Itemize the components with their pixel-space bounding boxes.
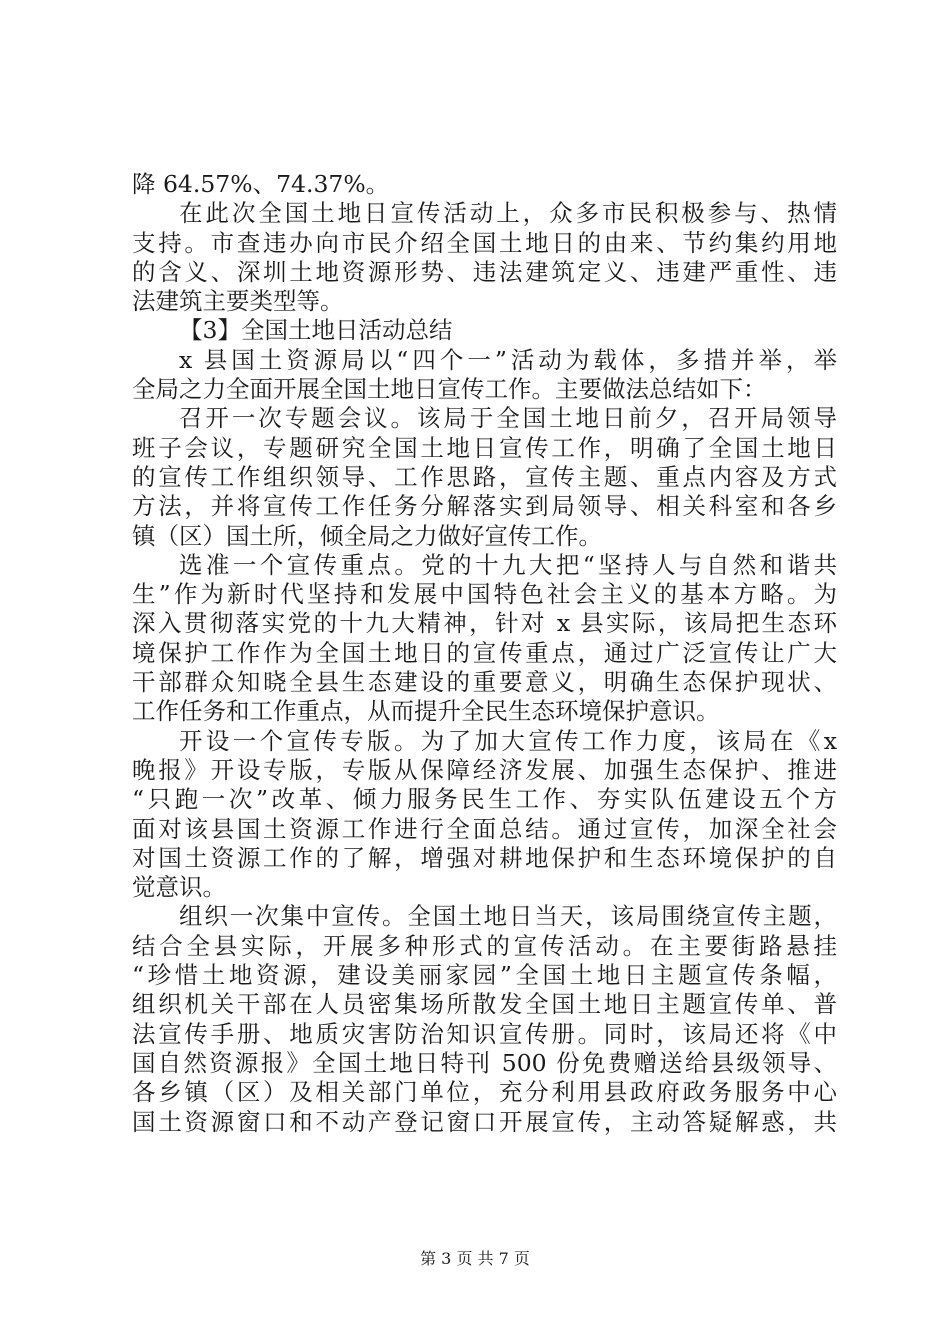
document-body	[132, 170, 837, 1137]
text-line: 支持。市查违办向市民介绍全国土地日的由来、节约集约用地	[132, 228, 837, 257]
text-line: 法建筑主要类型等。	[132, 287, 344, 316]
text-line: “只跑一次”改革、倾力服务民生工作、夯实队伍建设五个方	[132, 785, 837, 814]
text-line: 对国土资源工作的了解，增强对耕地保护和生态环境保护的自	[132, 843, 837, 872]
text-line: 开设一个宣传专版。为了加大宣传工作力度，该局在《x	[179, 726, 837, 755]
text-line: 晚报》开设专版，专版从保障经济发展、加强生态保护、推进	[132, 755, 837, 784]
text-line: 全局之力全面开展全国土地日宣传工作。主要做法总结如下：	[132, 375, 767, 404]
text-line: 【3】全国土地日活动总结	[179, 316, 453, 345]
page-number-label: 第 3 页 共 7 页	[420, 1249, 530, 1268]
text-line: “珍惜土地资源，建设美丽家园”全国土地日主题宣传条幅，	[132, 961, 837, 990]
page-footer	[0, 1246, 950, 1269]
text-line: 干部群众知晓全县生态建设的重要意义，明确生态保护现状、	[132, 668, 837, 697]
text-line: 召开一次专题会议。该局于全国土地日前夕，召开局领导	[179, 404, 837, 433]
text-line: 方法，并将宣传工作任务分解落实到局领导、相关科室和各乡	[132, 492, 837, 521]
text-line: 法宣传手册、地质灾害防治知识宣传册。同时，该局还将《中	[132, 1019, 837, 1048]
text-line: 在此次全国土地日宣传活动上，众多市民积极参与、热情	[179, 199, 837, 228]
text-line: 的含义、深圳土地资源形势、违法建筑定义、违建严重性、违	[132, 257, 837, 286]
text-line: 国自然资源报》全国土地日特刊 500 份免费赠送给县级领导、	[132, 1048, 837, 1077]
text-line: 的宣传工作组织领导、工作思路，宣传主题、重点内容及方式	[132, 462, 837, 491]
text-line: 班子会议，专题研究全国土地日宣传工作，明确了全国土地日	[132, 433, 837, 462]
text-line: 生”作为新时代坚持和发展中国特色社会主义的基本方略。为	[132, 580, 837, 609]
text-line: 境保护工作作为全国土地日的宣传重点，通过广泛宣传让广大	[132, 638, 837, 667]
text-line: 组织一次集中宣传。全国土地日当天，该局围绕宣传主题，	[179, 902, 837, 931]
text-line: 工作任务和工作重点，从而提升全民生态环境保护意识。	[132, 697, 720, 726]
text-line: 结合全县实际，开展多种形式的宣传活动。在主要街路悬挂	[132, 931, 837, 960]
text-line: 各乡镇（区）及相关部门单位，充分利用县政府政务服务中心	[132, 1078, 837, 1107]
text-line: 组织机关干部在人员密集场所散发全国土地日主题宣传单、普	[132, 990, 837, 1019]
text-line: 深入贯彻落实党的十九大精神，针对 x 县实际，该局把生态环	[132, 609, 837, 638]
text-line: 面对该县国土资源工作进行全面总结。通过宣传，加深全社会	[132, 814, 837, 843]
text-line: 国土资源窗口和不动产登记窗口开展宣传，主动答疑解惑，共	[132, 1107, 837, 1136]
text-line: 镇（区）国土所，倾全局之力做好宣传工作。	[132, 521, 602, 550]
text-line: 降 64.57%、74.37%。	[132, 170, 390, 198]
text-line: 选准一个宣传重点。党的十九大把“坚持人与自然和谐共	[179, 550, 837, 579]
text-line: x 县国土资源局以“四个一”活动为载体，多措并举，举	[179, 345, 837, 374]
text-line: 觉意识。	[132, 873, 226, 902]
